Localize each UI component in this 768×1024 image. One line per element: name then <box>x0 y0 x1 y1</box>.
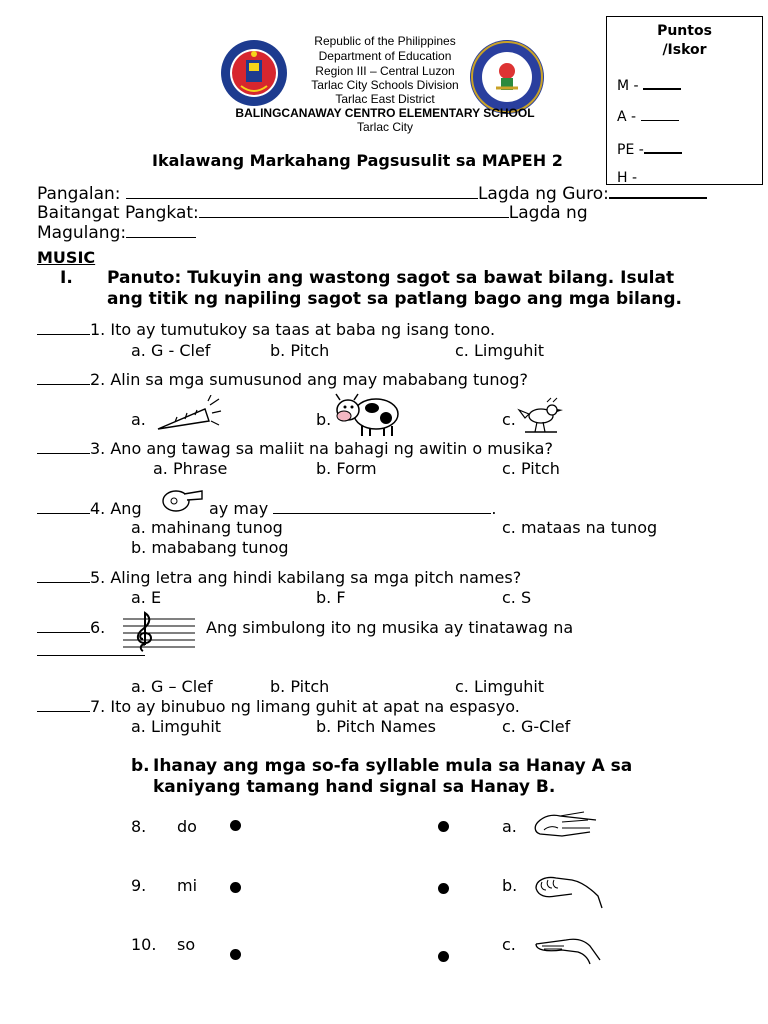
q1-choice-a: a. G - Clef <box>131 341 211 360</box>
q7-choice-a: a. Limguhit <box>131 717 222 736</box>
score-heading-1: Puntos <box>657 23 712 39</box>
teacher-sig-label: Lagda ng Guro: <box>477 184 609 204</box>
exam-title: Ikalawang Markahang Pagsusulit sa MAPEH 2 <box>152 151 563 170</box>
header-region: Region III – Central Luzon <box>315 64 455 78</box>
header-deped: Department of Education <box>318 49 452 63</box>
part1-instruction-1: Panuto: Tukuyin ang wastong sagot sa bawat bilang. Isulat <box>107 268 675 288</box>
answer-blank-2[interactable] <box>37 370 90 385</box>
q3-choice-c: c. Pitch <box>502 459 560 478</box>
q2-choice-b: b. <box>316 410 332 429</box>
q6-choice-b: b. Pitch <box>270 677 330 696</box>
whistle-icon <box>160 487 204 519</box>
match-syllable-mi: mi <box>177 876 198 895</box>
parent-sig-field[interactable] <box>126 223 196 238</box>
q4-choice-b: b. mababang tunog <box>131 538 289 557</box>
part-b-number: b. <box>131 756 150 776</box>
teacher-sig-field[interactable] <box>609 183 707 199</box>
score-row-a: A - <box>617 106 679 125</box>
header-division: Tarlac City Schools Division <box>311 78 459 92</box>
score-row-pe: PE - <box>617 138 682 158</box>
part-b-instruction-1: Ihanay ang mga so-fa syllable mula sa Hanay A sa <box>153 756 633 776</box>
match-dot-right-c[interactable] <box>438 951 449 962</box>
hand-fist-icon <box>532 868 604 916</box>
answer-blank-3[interactable] <box>37 439 90 454</box>
grade-section-field[interactable] <box>199 203 509 218</box>
match-letter-a: a. <box>502 817 517 836</box>
part1-instruction-2: ang titik ng napiling sagot sa patlang bago ang mga bilang. <box>107 289 683 309</box>
answer-blank-5[interactable] <box>37 568 90 583</box>
q4-choice-a: a. mahinang tunog <box>131 518 283 537</box>
hand-flat-icon <box>530 806 600 848</box>
match-number-10: 10. <box>131 935 157 954</box>
question-6: 6. <box>37 618 105 637</box>
q6-answer-line[interactable] <box>37 641 145 660</box>
bird-icon <box>517 396 565 440</box>
header-city: Tarlac City <box>356 120 413 134</box>
question-7: 7. Ito ay binubuo ng limang guhit at apat na espasyo. <box>37 697 520 716</box>
match-dot-right-a[interactable] <box>438 821 449 832</box>
q4-answer-line[interactable] <box>273 499 491 514</box>
q1-choice-b: b. Pitch <box>270 341 330 360</box>
q6-choice-c: c. Limguhit <box>455 677 545 696</box>
header-district: Tarlac East District <box>335 92 435 106</box>
match-number-8: 8. <box>131 817 147 836</box>
q7-choice-b: b. Pitch Names <box>316 717 436 736</box>
cow-icon <box>334 390 402 442</box>
match-syllable-do: do <box>177 817 197 836</box>
q5-choice-c: c. S <box>502 588 532 607</box>
header-school: BALINGCANAWAY CENTRO ELEMENTARY SCHOOL <box>235 106 535 120</box>
score-row-m: M - <box>617 74 681 94</box>
q6-choice-a: a. G – Clef <box>131 677 213 696</box>
q2-choice-a: a. <box>131 410 146 429</box>
answer-blank-1[interactable] <box>37 320 90 335</box>
q4-choice-c: c. mataas na tunog <box>502 518 658 537</box>
match-dot-left-9[interactable] <box>230 882 241 893</box>
parent-sig-label-2: Magulang: <box>37 223 127 243</box>
name-label: Pangalan: <box>37 184 121 204</box>
party-horn-icon <box>155 395 223 439</box>
match-dot-left-10[interactable] <box>230 949 241 960</box>
q5-choice-a: a. E <box>131 588 162 607</box>
q7-choice-c: c. G-Clef <box>502 717 571 736</box>
q3-choice-b: b. Form <box>316 459 377 478</box>
q3-choice-a: a. Phrase <box>153 459 228 478</box>
match-dot-right-b[interactable] <box>438 883 449 894</box>
match-letter-c: c. <box>502 935 516 954</box>
answer-blank-6[interactable] <box>37 618 90 633</box>
header-republic: Republic of the Philippines <box>314 34 456 48</box>
answer-blank-7[interactable] <box>37 697 90 712</box>
match-syllable-so: so <box>177 935 196 954</box>
match-number-9: 9. <box>131 876 147 895</box>
grade-row <box>37 203 588 223</box>
part-b-instruction-2: kaniyang tamang hand signal sa Hanay B. <box>153 777 556 797</box>
question-1: 1. Ito ay tumutukoy sa taas at baba ng isang tono. <box>37 320 495 339</box>
score-heading-2: /Iskor <box>662 42 707 58</box>
question-4-rest: ay may . <box>209 499 497 518</box>
score-row-h: H - <box>617 170 638 185</box>
part1-number: I. <box>60 268 73 288</box>
name-field[interactable] <box>126 184 478 199</box>
q6-text: Ang simbulong ito ng musika ay tinatawag na <box>206 618 574 637</box>
section-title: MUSIC <box>37 248 96 267</box>
q5-choice-b: b. F <box>316 588 346 607</box>
name-row <box>37 183 707 204</box>
hand-pointing-icon <box>532 930 604 974</box>
parent-sig-label: Lagda ng <box>508 203 588 223</box>
parent-row <box>37 223 196 243</box>
match-letter-b: b. <box>502 876 518 895</box>
q2-choice-c: c. <box>502 410 516 429</box>
answer-blank-4[interactable] <box>37 499 90 514</box>
question-2: 2. Alin sa mga sumusunod ang may mababang tunog? <box>37 370 528 389</box>
match-dot-left-8[interactable] <box>230 820 241 831</box>
q1-choice-c: c. Limguhit <box>455 341 545 360</box>
question-4: 4. Ang <box>37 499 142 518</box>
question-3: 3. Ano ang tawag sa maliit na bahagi ng awitin o musika? <box>37 439 553 458</box>
grade-section-label: Baitangat Pangkat: <box>37 203 199 223</box>
question-5: 5. Aling letra ang hindi kabilang sa mga pitch names? <box>37 568 521 587</box>
score-box <box>606 16 763 185</box>
